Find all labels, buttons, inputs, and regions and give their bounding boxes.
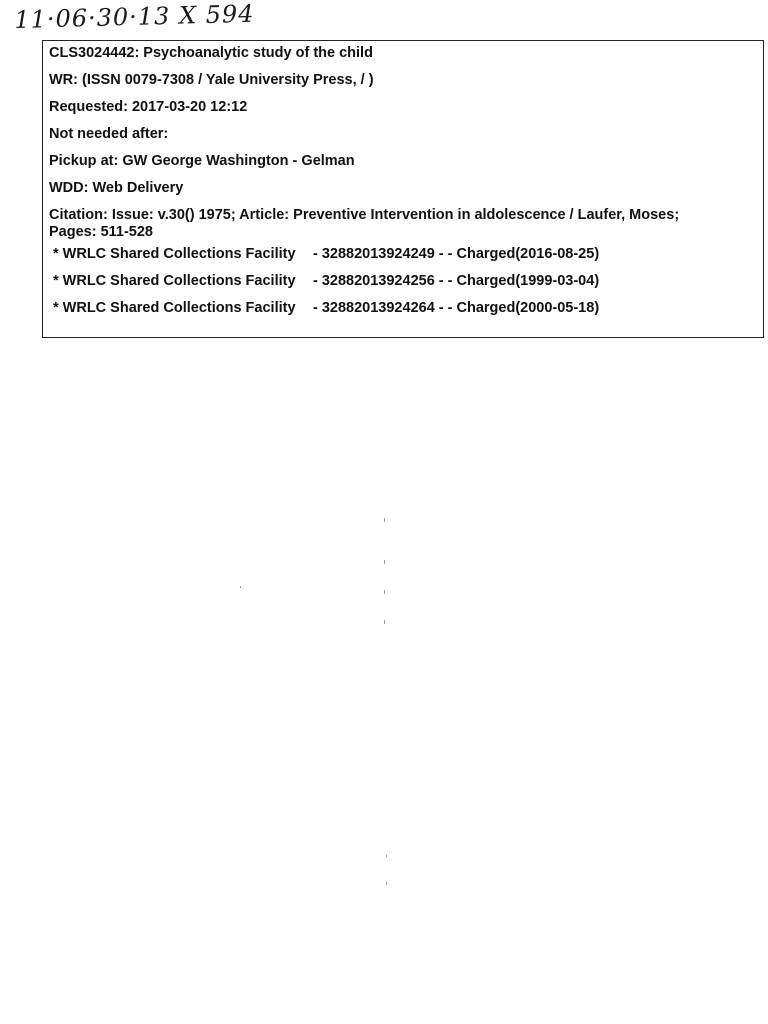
copy-row: [49, 273, 757, 300]
copy-barcode-status: - 32882013924264 - - Charged(2000-05-18): [313, 300, 600, 316]
copy-row: [49, 300, 757, 327]
scan-speck: [384, 590, 385, 594]
handwritten-call-number: 11·06·30·13 X 594: [14, 0, 255, 34]
scan-speck: [384, 518, 385, 522]
copy-barcode-status: - 32882013924249 - - Charged(2016-08-25): [313, 246, 600, 262]
copy-barcode-status: - 32882013924256 - - Charged(1999-03-04): [313, 273, 600, 289]
scan-speck: [384, 620, 385, 624]
copy-location: * WRLC Shared Collections Facility: [53, 246, 296, 262]
delivery-method: WDD: Web Delivery: [49, 180, 184, 196]
requested-date: Requested: 2017-03-20 12:12: [49, 99, 248, 115]
wr-line: WR: (ISSN 0079-7308 / Yale University Press, / ): [49, 72, 374, 88]
scan-speck: [240, 586, 241, 588]
copy-row: [49, 246, 757, 273]
pickup-location: Pickup at: GW George Washington - Gelman: [49, 153, 355, 169]
not-needed-after: Not needed after:: [49, 126, 169, 142]
scan-speck: [384, 560, 385, 564]
citation-pages: Pages: 511-528: [49, 224, 153, 240]
copy-location: * WRLC Shared Collections Facility: [53, 300, 296, 316]
request-id-title: CLS3024442: Psychoanalytic study of the child: [49, 45, 373, 61]
scan-speck: [386, 882, 387, 885]
scan-speck: [386, 855, 387, 857]
copy-location: * WRLC Shared Collections Facility: [53, 273, 296, 289]
citation: [49, 207, 757, 241]
citation-text: Citation: Issue: v.30() 1975; Article: Preventive Intervention in aldolescence / Laufer, Moses;: [49, 207, 680, 223]
request-slip: [42, 40, 764, 338]
